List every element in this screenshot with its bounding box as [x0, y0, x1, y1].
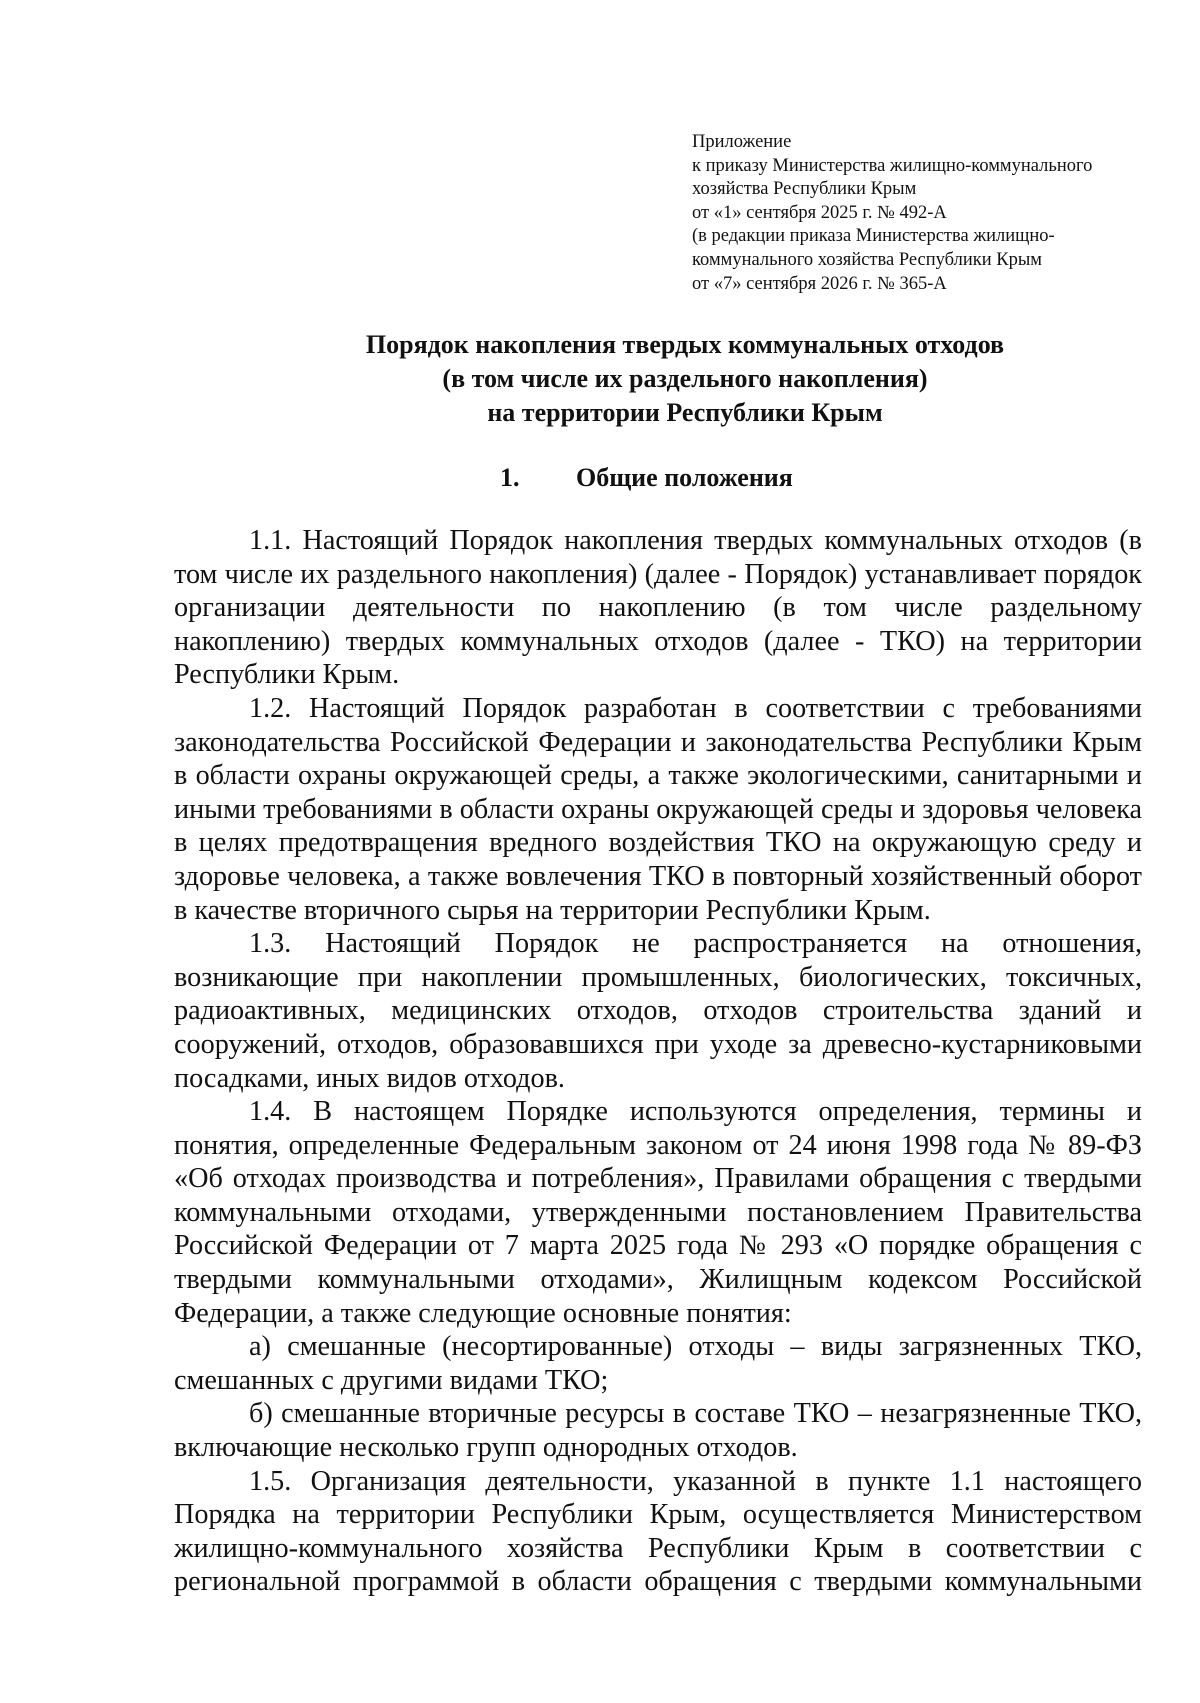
appendix-line: Приложение — [692, 132, 792, 152]
appendix-line: хозяйства Республики Крым — [692, 179, 917, 200]
section-title: Общие положения — [576, 463, 793, 492]
paragraph-item-a: а) смешанные (несортированные) отходы – виды загрязненных ТКО, смешанных с другими видами ТКО; — [174, 1331, 1142, 1396]
paragraph-1-3: 1.3. Настоящий Порядок не распространяется на отношения, возникающие при накоплении промышленных, биологических, токсичных, радиоактивных, медицинских отходов, отходов строительства зданий и сооружений, отходов, образовавшихся при уходе за древесно-кустарниковыми посадками, иных видов отходов. — [174, 928, 1142, 1094]
appendix-line: от «7» сентября 2026 г. № 365-А — [692, 273, 947, 294]
document-title — [170, 328, 1200, 430]
appendix-line: от «1» сентября 2025 г. № 492-А — [692, 202, 947, 223]
appendix-line: (в редакции приказа Министерства жилищно- — [692, 226, 1055, 247]
paragraph-1-2: 1.2. Настоящий Порядок разработан в соответствии с требованиями законодательства Российской Федерации и законодательства Республики Крым в области охраны окружающей среды, а также экологическими, санитарными и иными требованиями в области охраны окружающей среды и здоровья человека в целях предотвращения вредного воздействия ТКО на окружающую среду и здоровье человека, а также вовлечения ТКО в повторный хозяйственный оборот в качестве вторичного сырья на территории Республики Крым. — [174, 692, 1142, 926]
title-line: на территории Республики Крым — [487, 398, 883, 427]
title-line: (в том числе их раздельного накопления) — [442, 364, 928, 393]
appendix-block — [692, 131, 1152, 296]
document-body — [174, 524, 1142, 1599]
section-number: 1. — [500, 463, 520, 492]
paragraph-1-1: 1.1. Настоящий Порядок накопления твердых коммунальных отходов (в том числе их раздельного накопления) (далее - Порядок) устанавливает порядок организации деятельности по накоплению (в том числе раздельному накоплению) твердых коммунальных отходов (далее - ТКО) на территории Республики Крым. — [174, 525, 1142, 691]
section-heading — [500, 461, 793, 495]
paragraph-1-4: 1.4. В настоящем Порядке используются определения, термины и понятия, определенные Федеральным законом от 24 июня 1998 года № 89-ФЗ «Об отходах производства и потребления», Правилами обращения с твердыми коммунальными отходами, утвержденными постановлением Правительства Российской Федерации от 7 марта 2025 года № 293 «О порядке обращения с твердыми коммунальными отходами», Жилищным кодексом Российской Федерации, а также следующие основные понятия: — [174, 1096, 1142, 1329]
paragraph-1-5: 1.5. Организация деятельности, указанной в пункте 1.1 настоящего Порядка на территории Республики Крым, осуществляется Министерством жилищно-коммунального хозяйства Республики Крым в соответствии с региональной программой в области обращения с твердыми коммунальными — [174, 1465, 1142, 1598]
paragraph-item-b: б) смешанные вторичные ресурсы в составе ТКО – незагрязненные ТКО, включающие несколько групп однородных отходов. — [174, 1398, 1142, 1464]
title-line: Порядок накопления твердых коммунальных отходов — [365, 330, 1005, 359]
appendix-line: к приказу Министерства жилищно-коммунального — [692, 155, 1093, 176]
appendix-line: коммунального хозяйства Республики Крым — [692, 249, 1043, 270]
